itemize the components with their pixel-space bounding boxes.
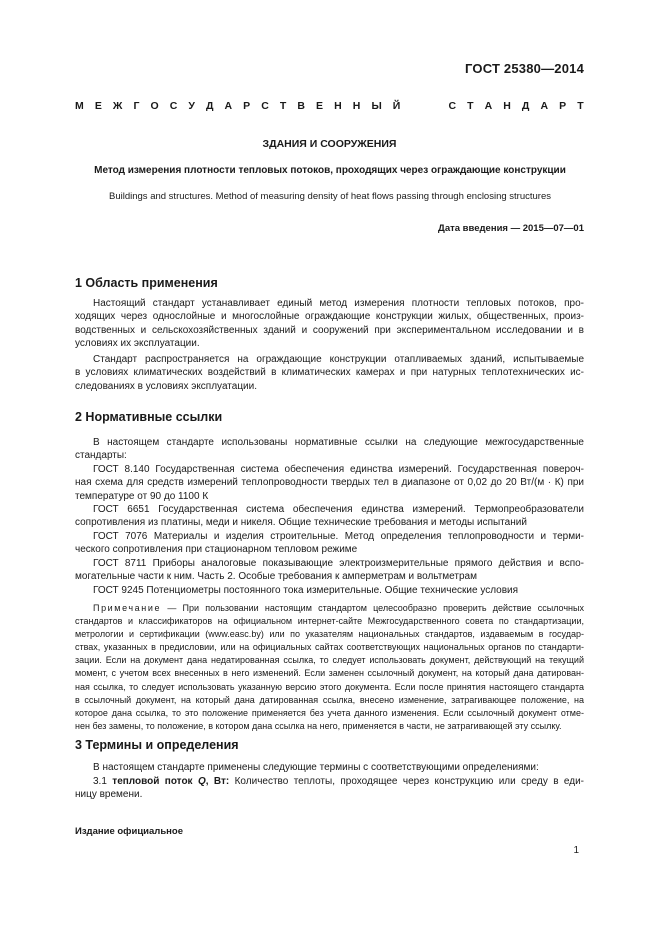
text-line: стандарты:: [75, 450, 127, 462]
banner-letter: Т: [467, 100, 474, 112]
note-line: ная ссылка, то следует использовать указанную версию этого документа. Если после принятия настоящего стандарта: [75, 681, 584, 692]
section-1-paragraph-2: [75, 353, 584, 393]
term-3-1: [75, 775, 584, 802]
banner-letter: Ы: [371, 100, 382, 112]
text-line: следованиях в условиях эксплуатации.: [75, 380, 257, 392]
banner-letter: Н: [334, 100, 342, 112]
term-name: тепловой поток: [112, 776, 198, 787]
banner-letter: О: [150, 100, 159, 112]
text-line: температуре от 90 до 1100 К: [75, 490, 209, 502]
term-unit: , Вт:: [205, 776, 230, 787]
note-line: нен без замены, то положение, в котором дана ссылка на него, применяется в части, не затрагивающей эту ссылку.: [75, 720, 562, 731]
text-line: В настоящем стандарте использованы нормативные ссылки на следующие межгосударственные: [93, 437, 584, 448]
references-note: [75, 602, 584, 733]
text-line: ГОСТ 9245 Потенциометры постоянного тока измерительные. Общие технические условия: [93, 585, 519, 596]
note-line: которое дана ссылка, то это положение применяется без учета данного изменения. Если ссылочный документ отме-: [75, 707, 584, 718]
note-line: метрологии и сертификации (www.easc.by) или по указателям национальных стандартов, издаваемым в государ-: [75, 629, 584, 640]
note-line: момент, с учетом всех внесенных в него изменений. Если заменен ссылочный документ, на который дана датирован-: [75, 668, 584, 679]
document-english-title: Buildings and structures. Method of measuring density of heat flows passing through enclosing structures: [109, 191, 551, 202]
banner-letter: Т: [577, 100, 584, 112]
note-first-line: [75, 602, 584, 615]
standard-number: ГОСТ 25380—2014: [465, 61, 584, 76]
section-3-intro: [75, 761, 584, 774]
banner-gap: [411, 100, 437, 112]
banner-letter: В: [297, 100, 305, 112]
term-first-line: [75, 775, 584, 788]
text-line: в условиях климатических воздействий в климатических камерах и при натурных теплотехнических ис-: [75, 367, 584, 379]
text-line: условиях их эксплуатации.: [75, 338, 200, 350]
text-line: ГОСТ 8.140 Государственная система обеспечения единства измерений. Государственная повероч-: [93, 464, 584, 475]
banner-letter: Р: [243, 100, 251, 112]
text-line: ГОСТ 7076 Материалы и изделия строительные. Метод определения теплопроводности и терми-: [93, 531, 584, 542]
page-number: 1: [573, 845, 579, 856]
banner-letter: Г: [133, 100, 140, 112]
interstate-standard-banner: [75, 100, 584, 112]
text-line: водственных и сельскохозяйственных зданий и сооружений при экспериментальном исследовании и в: [75, 324, 584, 336]
note-label: Примечание: [93, 603, 162, 613]
introduction-date: Дата введения — 2015—07—01: [438, 223, 584, 234]
section-3-heading: 3 Термины и определения: [75, 738, 239, 752]
text-line: Стандарт распространяется на ограждающие конструкции отапливаемых зданий, испытываемые: [93, 354, 584, 365]
note-line: ствах, указанных в предисловии, или на официальных сайтах соответствующих национальных органов по стандарти-: [75, 642, 584, 653]
banner-letter: Ж: [112, 100, 123, 112]
text-line: сопротивления из платины, меди и никеля. Общие технические требования и методы испытаний: [75, 517, 527, 529]
text-line: ГОСТ 8711 Приборы аналоговые показывающие электроизмерительные прямого действия и вспо-: [93, 558, 584, 569]
reference-gost-6651: [75, 503, 584, 530]
banner-letter: Е: [94, 100, 102, 112]
banner-letter: Н: [352, 100, 361, 112]
term-number: 3.1: [93, 776, 113, 787]
term-definition: Количество теплоты, проходящее через конструкцию или среду в еди-: [229, 776, 585, 787]
term-symbol: Q: [197, 776, 206, 787]
text-line: ницу времени.: [75, 789, 143, 801]
banner-letter: Д: [521, 100, 530, 112]
banner-letter: А: [484, 100, 493, 112]
document-subtitle: Метод измерения плотности тепловых потоков, проходящих через ограждающие конструкции: [94, 165, 566, 176]
section-2-intro: [75, 436, 584, 463]
text-line: ходящих через однослойные и многослойные ограждающие конструкции жилых, общественных, произ-: [75, 311, 584, 323]
banner-letter: У: [188, 100, 195, 112]
note-line: стандартов и классификаторов на официальном интернет-сайте Межгосударственного совета по стандартизации,: [75, 616, 584, 627]
official-edition-label: Издание официальное: [75, 826, 183, 837]
section-1-paragraph-1: [75, 297, 584, 351]
banner-letter: С: [261, 100, 269, 112]
text-line: В настоящем стандарте применены следующие термины с соответствующими определениями:: [93, 762, 539, 773]
note-line: зации. Если на документ дана недатированная ссылка, то следует использовать документ, действующий на текущий: [75, 655, 584, 666]
reference-gost-8711: [75, 557, 584, 584]
banner-letter: С: [448, 100, 457, 112]
text-line: ГОСТ 6651 Государственная система обеспечения единства измерений. Термопреобразователи: [93, 504, 584, 515]
note-text: — При пользовании настоящим стандартом целесообразно проверить действие ссылочных: [161, 603, 584, 613]
banner-letter: Н: [503, 100, 511, 112]
section-2-heading: 2 Нормативные ссылки: [75, 410, 223, 424]
banner-letter: Д: [205, 100, 214, 112]
banner-letter: А: [540, 100, 549, 112]
text-line: ная схема для средств измерений теплопроводности твердых тел в диапазоне от 0,02 до 20 Вт/(м · К) при: [75, 477, 584, 489]
banner-letter: Р: [559, 100, 567, 112]
text-line: ческого сопротивления при стационарном тепловом режиме: [75, 544, 358, 556]
banner-letter: Е: [316, 100, 324, 112]
section-1-heading: 1 Область применения: [75, 276, 218, 290]
banner-letter: Т: [279, 100, 287, 112]
banner-letter: Й: [392, 100, 401, 112]
note-line: в ссылочный документ, на который дана датированная ссылка, внесено изменение, затрагивающее положение, на: [75, 694, 584, 705]
document-title: ЗДАНИЯ И СООРУЖЕНИЯ: [262, 138, 397, 150]
reference-gost-8-140: [75, 463, 584, 503]
text-line: могательные части к ним. Часть 2. Особые требования к амперметрам и вольтметрам: [75, 571, 477, 583]
banner-letter: С: [169, 100, 178, 112]
text-line: Настоящий стандарт устанавливает единый метод измерения плотности тепловых потоков, про-: [93, 298, 584, 309]
reference-gost-7076: [75, 530, 584, 557]
reference-gost-9245: [75, 584, 584, 597]
banner-letter: М: [75, 100, 84, 112]
banner-letter: А: [224, 100, 233, 112]
